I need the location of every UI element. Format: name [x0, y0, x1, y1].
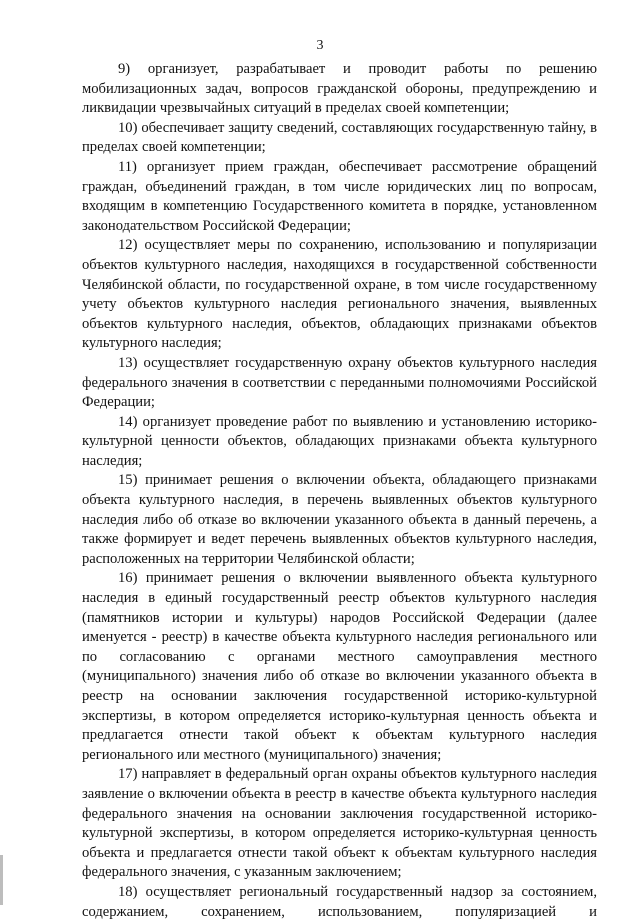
list-item-11: 11) организует прием граждан, обеспечивает рассмотрение обращений граждан, объединений граждан, в том числе юридических лиц по вопросам, входящим в компетенцию Государственного комитета в порядке, установленном законодательством Российской Федерации; — [82, 158, 597, 234]
list-item-9: 9) организует, разрабатывает и проводит работы по решению мобилизационных задач, вопросов гражданской обороны, предупреждению и ликвидации чрезвычайных ситуаций в пределах своей компетенции; — [82, 61, 597, 117]
list-item-10: 10) обеспечивает защиту сведений, составляющих государственную тайну, в пределах своей компетенции; — [82, 119, 597, 156]
list-item-14: 14) организует проведение работ по выявлению и установлению историко-культурной ценности объектов, обладающих признаками объекта культурного наследия; — [82, 413, 597, 469]
list-item-18: 18) осуществляет региональный государственный надзор за состоянием, содержанием, сохранением, использованием, популяризацией и — [82, 883, 597, 920]
list-item-16: 16) принимает решения о включении выявленного объекта культурного наследия в единый государственный реестр объектов культурного наследия (памятников истории и культуры) народов Российской Федерации (далее именуется - реестр) в качестве объекта культурного наследия регионального или по согласованию с органами местного самоуправления местного (муниципального) значения либо об отказе во включении указанного объекта в реестр на основании заключения государственной историко-культурной экспертизы, в котором определяется историко-культурная ценность объекта и предлагается отнести такой объект к объектам культурного наследия регионального или местного (муниципального) значения; — [82, 570, 597, 763]
page-number: 3 — [316, 38, 324, 53]
list-item-15: 15) принимает решения о включении объекта, обладающего признаками объекта культурного наследия, в перечень выявленных объектов культурного наследия либо об отказе во включении указанного объекта в данный перечень, а также формирует и ведет перечень выявленных объектов культурного наследия, расположенных на территории Челябинской области; — [82, 472, 597, 567]
document-body — [82, 60, 597, 922]
scan-edge-mark — [0, 855, 3, 905]
list-item-13: 13) осуществляет государственную охрану объектов культурного наследия федерального значения в соответствии с переданными полномочиями Российской Федерации; — [82, 354, 597, 411]
list-item-17: 17) направляет в федеральный орган охраны объектов культурного наследия заявление о включении объекта в реестр в качестве объекта культурного наследия федерального значения на основании заключения государственной историко-культурной экспертизы, в котором определяется историко-культурная ценность объекта и предлагается отнести такой объект к объектам культурного наследия федерального значения, с указанным заключением; — [82, 766, 597, 881]
list-item-12: 12) осуществляет меры по сохранению, использованию и популяризации объектов культурного наследия, находящихся в государственной собственности Челябинской области, по государственной охране, в том числе государственному учету объектов культурного наследия регионального значения, выявленных объектов культурного наследия, объектов, обладающих признаками объектов культурного наследия; — [82, 237, 597, 352]
